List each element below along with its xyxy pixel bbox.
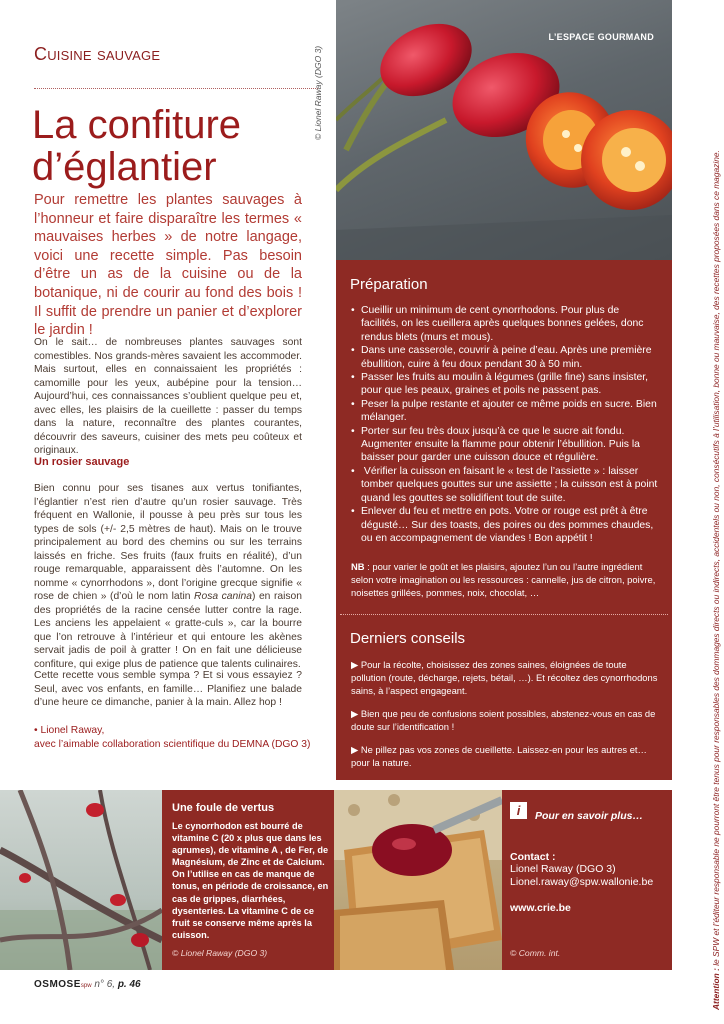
jam-toast-photo [334,790,502,970]
divider [34,88,318,89]
body-paragraph-3: Cette recette vous semble sympa ? Et si vous essayiez ? Seul, avec vos enfants, en famille… Planifiez une balade d’une heure ce dimanche, panier à la main. Allez hop ! [34,670,302,708]
preparation-steps [351,304,659,545]
intro-paragraph: Pour remettre les plantes sauvages à l’honneur et faire disparaître les termes « mauvaises herbes » de notre langage, voici une recette simple. Pas besoin d’être un as de la cuisine ou de la botanique, ni de courir au fond des bois ! Il suffit de prendre un panier et d’explorer le jardin ! [34,192,302,339]
section-title: Cuisine sauvage [34,44,161,64]
disclaimer-text: le SPW et l’éditeur responsable ne pourront être tenus pour responsables des dommages directs ou indirects, accidentels ou non, consécutifs à l’utilisation, bonne ou mauvaise, des recettes proposées dans ce magazine. [711,150,721,969]
list-item: • Dans une casserole, couvrir à peine d’eau. Après une première ébullition, cuire à feu doux pendant 30 à 50 min. [351,344,659,371]
footer [34,979,141,990]
jam-illustration [334,790,502,970]
subheading: Un rosier sauvage [34,456,130,468]
photo-credit: © Lionel Raway (DGO 3) [172,948,268,958]
disclaimer-label: Attention : [711,968,721,1010]
rosebush-photo [0,790,162,970]
issue-number: n° 6, [91,979,116,990]
preparation-note [351,560,659,599]
virtues-title: Une foule de vertus [172,802,275,814]
advice-text: Ne pillez pas vos zones de cueillette. Laissez-en pour les autres et… pour la nature. [351,744,647,768]
contact-name: Lionel Raway (DGO 3) [510,863,616,875]
contact-email-link[interactable]: Lionel.raway@spw.wallonie.be [510,876,654,888]
title-line-1: La confiture [32,103,242,147]
list-item: • Vérifier la cuisson en faisant le « test de l’assiette » : laisser tomber quelques gouttes sur une assiette ; la cuisson est à point quand les gouttes se solidifient tout de suite. [351,465,659,505]
list-item: • Cueillir un minimum de cent cynorrhodons. Pour plus de facilités, on les cueillera après quelques bonnes gelées, donc rendus blets (murs et mous). [351,304,659,344]
arrow-icon: ▶ [351,659,359,670]
arrow-icon: ▶ [351,744,359,755]
more-info-title: Pour en savoir plus… [535,810,643,822]
body-paragraph-1: On le sait… de nombreuses plantes sauvages sont comestibles. Nos grands-mères savaient les accommoder. Mais surtout, elles en connaissaient les propriétés : camomille pour les yeux, aubépine pour la tension… Aujourd’hui, ces connaissances s’oublient quelque peu et, avec elles, les plaisirs de la cueillette : passer du temps dans la nature, reconnaître des plantes courantes, découvrir des saveurs, cuisiner des mets peu coûteux et originaux. [34,337,302,456]
advice-item [351,707,659,733]
latin-name: Rosa canina [194,591,252,602]
note-text: : pour varier le goût et les plaisirs, ajoutez l’un ou l’autre ingrédient selon votre imagination ou les ressources : cannelle, jus de citron, poivre, noisettes grillées, pommes, noix, chocolat, … [351,561,656,598]
rosehip-photo [336,0,672,260]
note-label: NB [351,561,365,572]
divider [340,614,668,615]
magazine-logo: OSMOSE [34,979,81,990]
author-collaboration: avec l’aimable collaboration scientifique du DEMNA (DGO 3) [34,739,311,750]
body-paragraph-2 [34,482,302,671]
contact-label: Contact : [510,851,556,863]
advice-text: Bien que peu de confusions soient possibles, abstenez-vous en cas de doute sur l’identification ! [351,708,656,732]
advice-text: Pour la récolte, choisissez des zones saines, éloignées de toute pollution (route, décharge, rejets, bétail, …). Et récoltez des cynorrhodons sains, à l’aspect engageant. [351,659,658,696]
advice-item [351,658,659,697]
page-title [32,104,322,188]
author-signature: • Lionel Raway, [34,725,105,736]
page-number: p. 46 [115,979,141,990]
list-item: • Peser la pulpe restante et ajouter ce même poids en sucre. Bien mélanger. [351,398,659,425]
photo-credit: © Lionel Raway (DGO 3) [313,45,323,140]
photo-credit: © Comm. int. [510,948,561,958]
section-label: L’ESPACE GOURMAND [548,32,654,42]
title-line-2: d’églantier [32,145,217,189]
virtues-text: Le cynorrhodon est bourré de vitamine C (20 x plus que dans les agrumes), de vitamine A , de Fer, de Magnésium, de Zinc et de Calcium. On l’utilise en cas de manque de tonus, en période de croissance, en cas de grippes, diarrhées, dysenteries. La vitamine C de ce fruit se conserve même après la cuisson. [172,821,329,940]
arrow-icon: ▶ [351,708,359,719]
info-icon: i [510,802,527,819]
website-link[interactable]: www.crie.be [510,902,571,914]
spw-mark: spw [80,983,92,989]
preparation-title: Préparation [350,276,428,293]
rosebush-illustration [0,790,162,970]
body-paragraph-2-b: ) en raison des propriétés de la racine censée lutter contre la rage. Les anciens les appelaient « gratte-culs », car la bourre que l’on retrouve à l’intérieur et qui entoure les akènes servait jadis de poil à gratter ! On en fait une délicieuse confiture, qui exige plus de patience que talents culinaires. [34,591,303,670]
advice-item [351,743,659,769]
list-item: • Enlever du feu et mettre en pots. Votre or rouge est prêt à être dégusté… Sur des toasts, des poires ou des pommes chaudes, ou en accompagnement de viandes ! Bon appétit ! [351,505,659,545]
advice-title: Derniers conseils [350,630,466,647]
legal-disclaimer [711,10,721,1010]
list-item: • Porter sur feu très doux jusqu’à ce que le sucre ait fondu. Augmenter ensuite la flamme pour obtenir l’ébullition. Puis la baisser pour garder une cuisson douce et régulière. [351,425,659,465]
body-paragraph-2-a: Bien connu pour ses tisanes aux vertus tonifiantes, l’églantier n’est rien d’autre qu’un rosier sauvage. Très fréquent en Wallonie, il pousse à peu près sur tous les types de sols (+/- 2,5 mètres de haut). Mais on le trouve principalement au bord des chemins ou sur les terrains laissés en friche. Ses fruits (faux fruits en réalité), d’un rouge remarquable, apparaissent dès l’automne. On les nomme « cynorrhodons », dont l’origine grecque signifie « rose de chien » (d’où le nom latin [34,483,302,602]
list-item: • Passer les fruits au moulin à légumes (grille fine) sans insister, pour que les peaux, graines et poils ne passent pas. [351,371,659,398]
